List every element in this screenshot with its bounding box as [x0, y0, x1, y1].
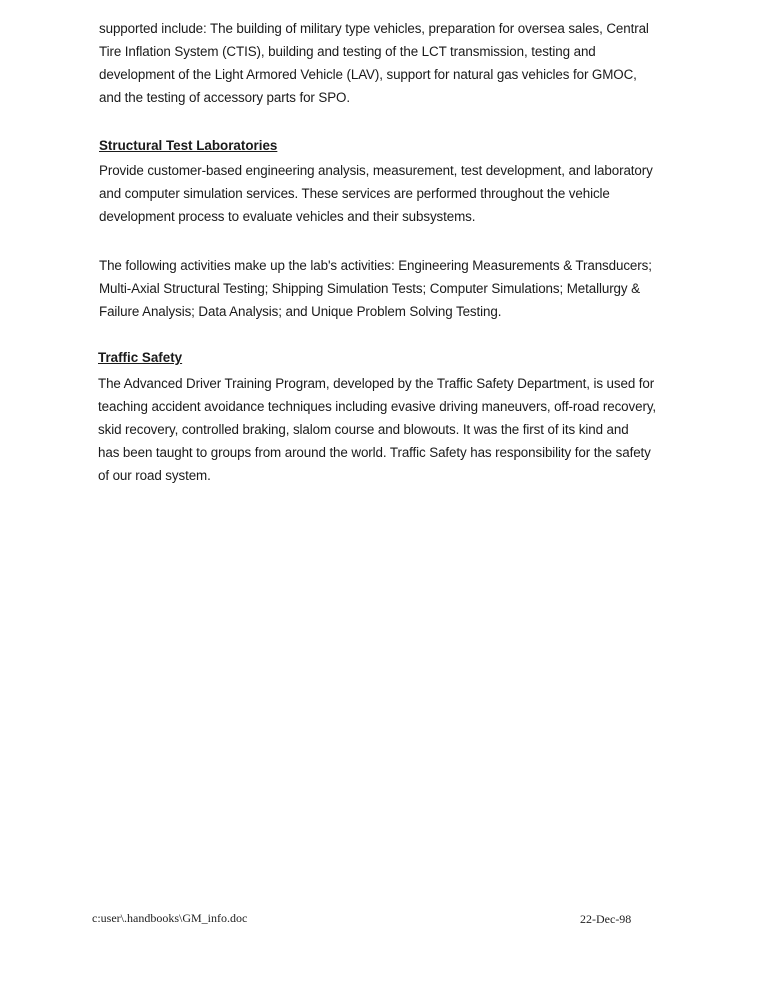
footer-date: 22-Dec-98 [580, 912, 632, 926]
text-line: Failure Analysis; Data Analysis; and Unique Problem Solving Testing. [99, 304, 502, 319]
text-line: skid recovery, controlled braking, slalom course and blowouts. It was the first of its kind and [98, 422, 629, 437]
text-line: development of the Light Armored Vehicle (LAV), support for natural gas vehicles for GMOC, [99, 67, 637, 82]
text-line: teaching accident avoidance techniques including evasive driving maneuvers, off-road recovery, [98, 399, 657, 414]
text-line: Tire Inflation System (CTIS), building and testing of the LCT transmission, testing and [99, 44, 596, 59]
traffic-safety-paragraph [98, 372, 656, 487]
text-line: has been taught to groups from around the world. Traffic Safety has responsibility for the safety [98, 445, 651, 460]
text-line: The following activities make up the lab's activities: Engineering Measurements & Transducers; [99, 258, 652, 273]
intro-paragraph [99, 17, 649, 109]
text-line: supported include: The building of military type vehicles, preparation for oversea sales, Central [99, 21, 649, 36]
text-line: and the testing of accessory parts for SPO. [99, 90, 350, 105]
traffic-safety-heading: Traffic Safety [98, 350, 183, 365]
structural-paragraph-2 [99, 254, 652, 323]
text-line: Provide customer-based engineering analysis, measurement, test development, and laboratory [99, 163, 653, 178]
text-line: The Advanced Driver Training Program, developed by the Traffic Safety Department, is used for [98, 376, 655, 391]
text-line: development process to evaluate vehicles and their subsystems. [99, 209, 476, 224]
structural-paragraph-1 [99, 159, 653, 228]
text-line: Multi-Axial Structural Testing; Shipping Simulation Tests; Computer Simulations; Metallurgy & [99, 281, 640, 296]
footer-file-path: c:user\.handbooks\GM_info.doc [92, 911, 248, 925]
text-line: of our road system. [98, 468, 211, 483]
structural-heading: Structural Test Laboratories [99, 138, 278, 153]
text-line: and computer simulation services. These services are performed throughout the vehicle [99, 186, 610, 201]
